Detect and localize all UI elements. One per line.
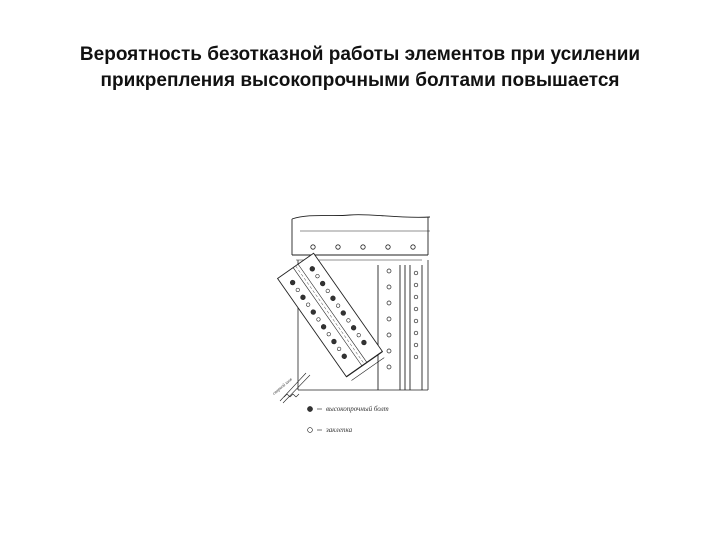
weld-callout xyxy=(280,373,310,403)
rivet-symbol xyxy=(308,428,313,433)
slide-title xyxy=(30,42,690,94)
truss-joint-diagram xyxy=(270,205,450,450)
top-chord xyxy=(292,215,430,260)
legend-item-hs-bolt xyxy=(307,405,388,413)
hs-bolt-symbol xyxy=(307,406,312,411)
diagram-legend xyxy=(307,405,388,434)
legend-label-rivet: заклепка xyxy=(326,426,353,434)
vertical-member xyxy=(378,265,422,390)
legend-label-hs-bolt: высокопрочный болт xyxy=(326,405,389,413)
vertical-member-rivets xyxy=(387,269,418,369)
weld-label: сварной шов xyxy=(271,376,293,396)
legend-item-rivet xyxy=(308,426,353,434)
diagonal-member xyxy=(278,253,386,381)
title-line-1: Вероятность безотказной работы элементов при усилении xyxy=(79,44,641,65)
top-chord-rivets xyxy=(311,245,415,249)
title-line-2: прикрепления высокопрочными болтами повышается xyxy=(100,70,620,91)
